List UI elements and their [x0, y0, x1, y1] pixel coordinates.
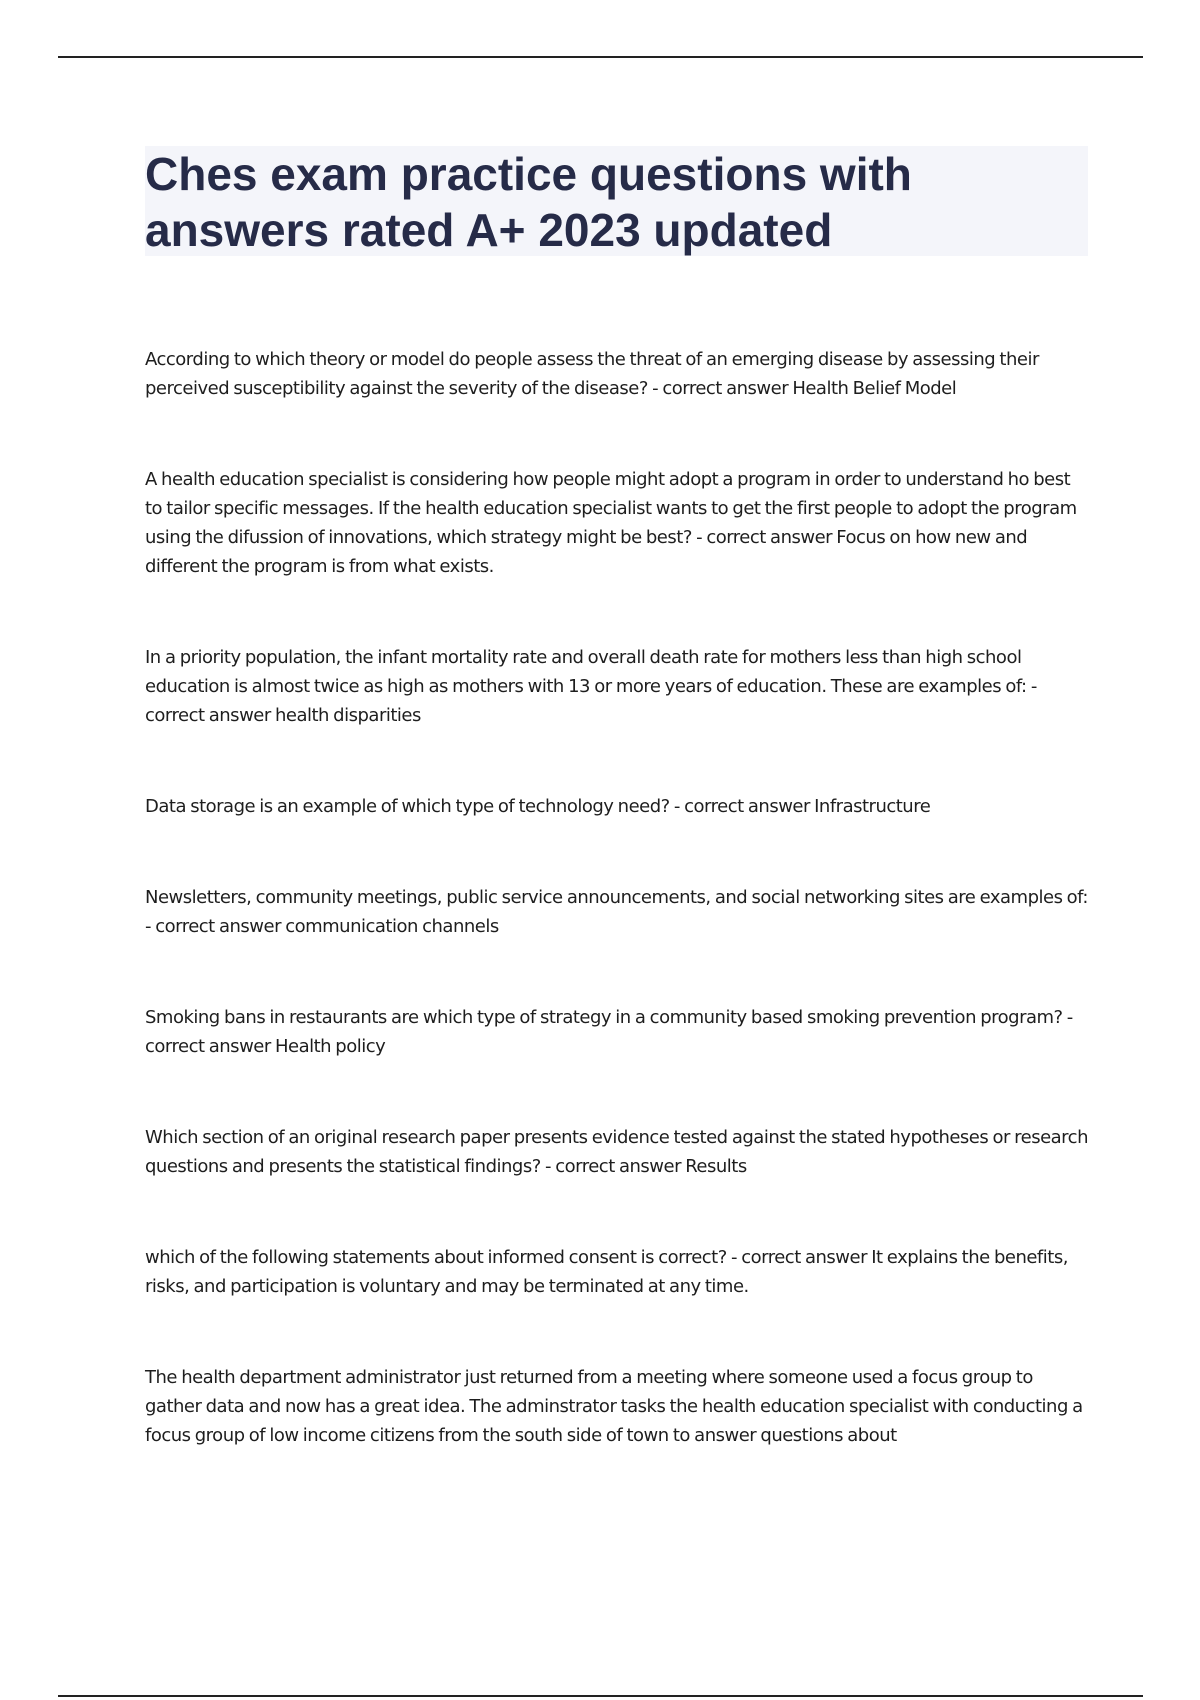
question-entry-1: According to which theory or model do people assess the threat of an emerging disease by assessing their perceived susceptibility against the severity of the disease? - correct answer Health Belief Model: [145, 349, 1039, 399]
question-list: [145, 345, 1090, 1450]
question-entry-7: Which section of an original research paper presents evidence tested against the stated hypotheses or research questions and presents the statistical findings? - correct answer Results: [145, 1127, 1088, 1177]
question-entry-4: Data storage is an example of which type of technology need? - correct answer Infrastructure: [145, 796, 931, 817]
question-entry-5: Newsletters, community meetings, public service announcements, and social networking sites are examples of: - correct answer communication channels: [145, 887, 1088, 937]
question-entry-2: A health education specialist is considering how people might adopt a program in order to understand ho best to tailor specific messages. If the health education specialist wants to get the first people to adopt the program using the difussion of innovations, which strategy might be best? - correct answer Focus on how new and different the program is from what exists.: [145, 469, 1077, 577]
question-entry-8: which of the following statements about informed consent is correct? - correct answer It explains the benefits, risks, and participation is voluntary and may be terminated at any time.: [145, 1247, 1068, 1297]
bottom-rule: [58, 1695, 1143, 1697]
question-entry-6: Smoking bans in restaurants are which type of strategy in a community based smoking prevention program? - correct answer Health policy: [145, 1007, 1073, 1057]
question-entry-9: The health department administrator just returned from a meeting where someone used a focus group to gather data and now has a great idea. The adminstrator tasks the health education specialist with conducting a focus group of low income citizens from the south side of town to answer questions about: [145, 1367, 1083, 1446]
title-banner: [145, 146, 1088, 256]
top-rule: [58, 56, 1143, 58]
question-entry-3: In a priority population, the infant mortality rate and overall death rate for mothers less than high school education is almost twice as high as mothers with 13 or more years of education. These are examples of: - correct answer health disparities: [145, 647, 1037, 726]
document-title: Ches exam practice questions with answers rated A+ 2023 updated: [145, 148, 912, 256]
